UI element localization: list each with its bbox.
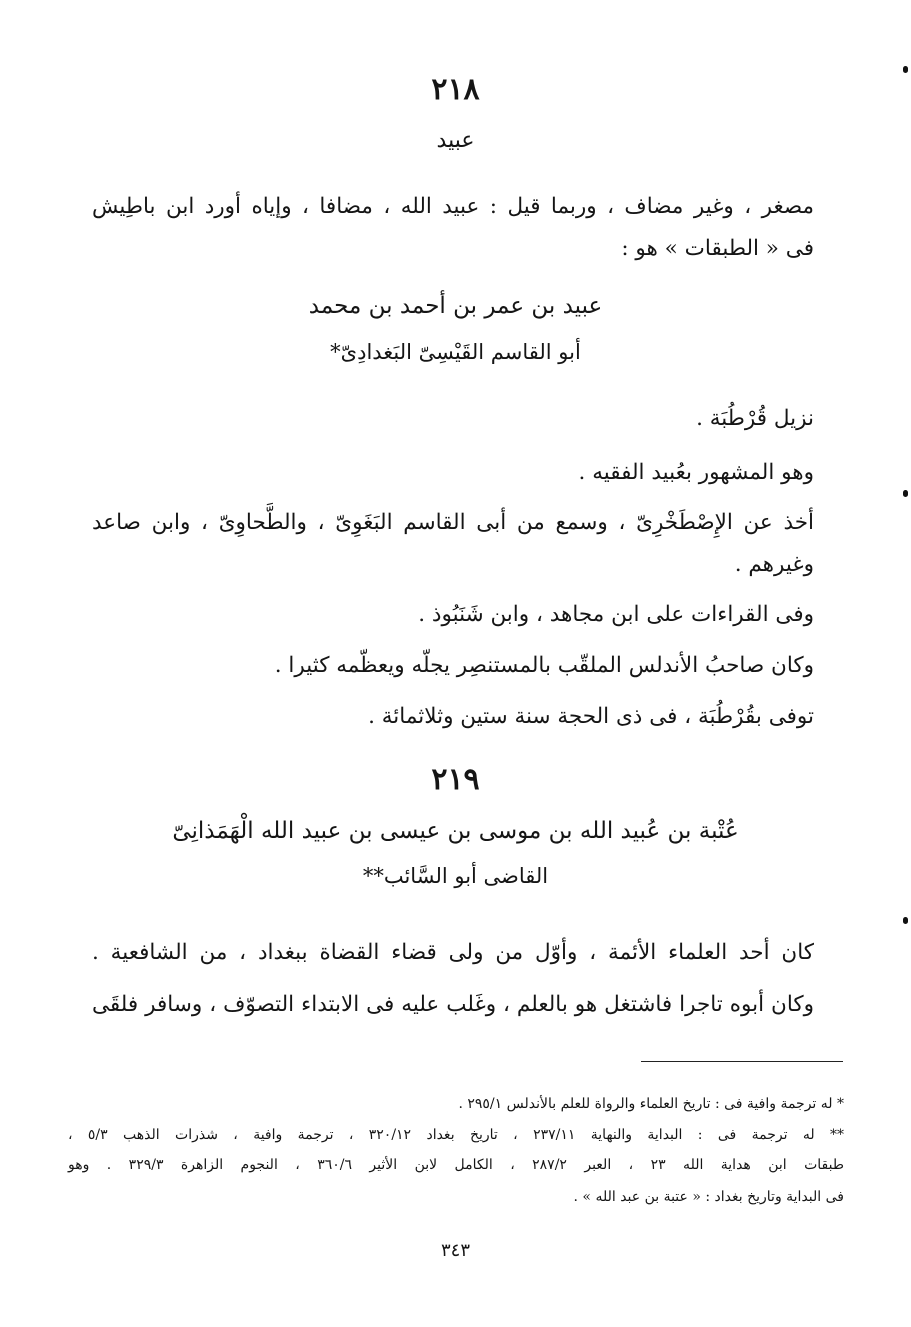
entry-name: عبيد بن عمر بن أحمد بن محمد xyxy=(308,293,603,319)
entry-number: ٢١٨ xyxy=(431,72,480,107)
entry-kunya: القاضى أبو السَّائب** xyxy=(362,864,549,888)
entry-heading: عبيد xyxy=(436,128,475,153)
intro-line: فى « الطبقات » هو : xyxy=(621,236,814,261)
footnote: طبقات ابن هداية الله ٢٣ ، العبر ٢٨٧/٢ ، الكامل لابن الأثير ٣٦٠/٦ ، النجوم الزاهرة ٣٢٩/٣ . وهو xyxy=(68,1157,844,1173)
binding-mark xyxy=(903,917,908,924)
paragraph: توفى بقُرْطُبَة ، فى ذى الحجة سنة ستين وثلاثمائة . xyxy=(368,704,814,729)
paragraph: وهو المشهور بعُبيد الفقيه . xyxy=(578,460,814,485)
paragraph: نزيل قُرْطُبَة . xyxy=(696,406,814,431)
paragraph: أخذ عن الإِصْطَخْرِىّ ، وسمع من أبى القاسم البَغَوِىّ ، والطَّحاوِىّ ، وابن صاعد xyxy=(92,510,814,535)
entry-kunya: أبو القاسم القَيْسِىّ البَغدادِىّ* xyxy=(330,340,581,364)
paragraph: كان أحد العلماء الأئمة ، وأوّل من ولى قضاء القضاة ببغداد ، من الشافعية . xyxy=(92,940,814,965)
paragraph: وكان صاحبُ الأندلس الملقّب بالمستنصِر يجلّه ويعظّمه كثيرا . xyxy=(274,653,814,678)
entry-name: عُتْبة بن عُبيد الله بن موسى بن عيسى بن عبيد الله الْهَمَذانِىّ xyxy=(172,818,739,844)
footnote: فى البداية وتاريخ بغداد : « عتبة بن عبد الله » . xyxy=(573,1189,844,1205)
entry-number: ٢١٩ xyxy=(431,762,480,797)
paragraph: وفى القراءات على ابن مجاهد ، وابن شَنَبُوذ . xyxy=(418,602,814,627)
page-number: ٣٤٣ xyxy=(440,1240,470,1261)
footnote: * له ترجمة وافية فى : تاريخ العلماء والرواة للعلم بالأندلس ٢٩٥/١ . xyxy=(458,1096,844,1112)
paragraph: وغيرهم . xyxy=(734,552,814,577)
binding-mark xyxy=(903,66,908,73)
intro-line: مصغر ، وغير مضاف ، وربما قيل : عبيد الله ، مضافا ، وإياه أورد ابن باطِيش xyxy=(92,194,814,219)
footnote-rule xyxy=(641,1061,843,1062)
binding-mark xyxy=(903,490,908,497)
paragraph: وكان أبوه تاجرا فاشتغل هو بالعلم ، وغَلب عليه فى الابتداء التصوّف ، وسافر فلقَى xyxy=(92,992,814,1017)
footnote: ** له ترجمة فى : البداية والنهاية ٢٣٧/١١ ، تاريخ بغداد ٣٢٠/١٢ ، ترجمة وافية ، شذرات الذهب ٥/٣ ، xyxy=(68,1127,844,1143)
